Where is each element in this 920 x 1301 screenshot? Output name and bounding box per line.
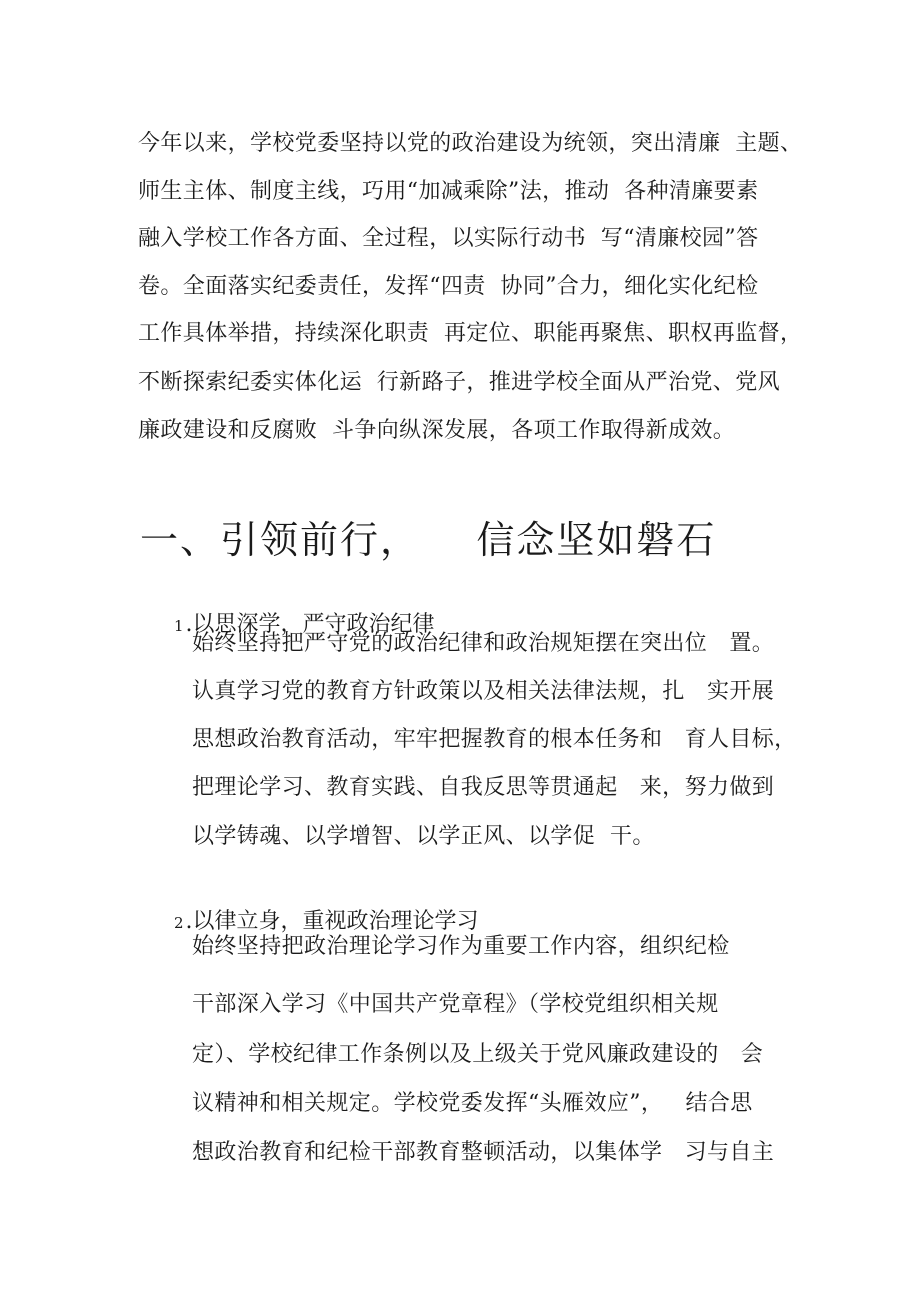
intro-line: 师生主体、制度主线，巧用“加减乘除”法，推动 各种清廉要素 (138, 179, 759, 204)
intro-line: 今年以来，学校党委坚持以党的政治建设为统领，突出清廉 主题、 (138, 131, 803, 156)
body-line: 想政治教育和纪检干部教育整顿活动，以集体学 习与自主 (192, 1140, 775, 1165)
subsection-title-2 (160, 877, 479, 938)
intro-line: 卷。全面落实纪委责任，发挥“四责 协同”合力，细化实化纪检 (138, 274, 759, 299)
subsection-number: 2 (174, 914, 184, 932)
body-line: 定）、学校纪律工作条例以及上级关于党风廉政建设的 会 (192, 1042, 764, 1067)
body-line: 议精神和相关规定。学校党委发挥“头雁效应”， 结合思 (192, 1091, 753, 1116)
subsection-number: 1 (174, 617, 184, 635)
body-line: 思想政治教育活动，牢牢把握教育的根本任务和 育人目标， (192, 727, 797, 752)
intro-line: 廉政建设和反腐败 斗争向纵深发展，各项工作取得新成效。 (138, 418, 736, 443)
subsection-title-text: .以思深学，严守政治纪律 (185, 612, 435, 637)
intro-line: 融入学校工作各方面、全过程，以实际行动书 写“清廉校园”答 (138, 226, 759, 251)
section-heading: 一、引领前行， 信念坚如磐石 (140, 518, 717, 562)
body-line: 认真学习党的教育方针政策以及相关法律法规，扎 实开展 (192, 679, 775, 704)
subsection-title-text: .以律立身，重视政治理论学习 (185, 909, 479, 934)
body-line: 把理论学习、教育实践、自我反思等贯通起 来，努力做到 (192, 775, 775, 800)
body-line: 始终坚持把政治理论学习作为重要工作内容，组织纪检 (192, 934, 730, 959)
intro-line: 工作具体举措，持续深化职责 再定位、职能再聚焦、职权再监督， (138, 321, 803, 346)
body-line: 以学铸魂、以学增智、以学正风、以学促 干。 (192, 824, 655, 849)
body-line: 始终坚持把严守党的政治纪律和政治规矩摆在突出位 置。 (192, 631, 775, 656)
body-line: 干部深入学习《中国共产党章程》（学校党组织相关规 (192, 992, 719, 1017)
intro-line: 不断探索纪委实体化运 行新路子，推进学校全面从严治党、党风 (138, 370, 780, 395)
